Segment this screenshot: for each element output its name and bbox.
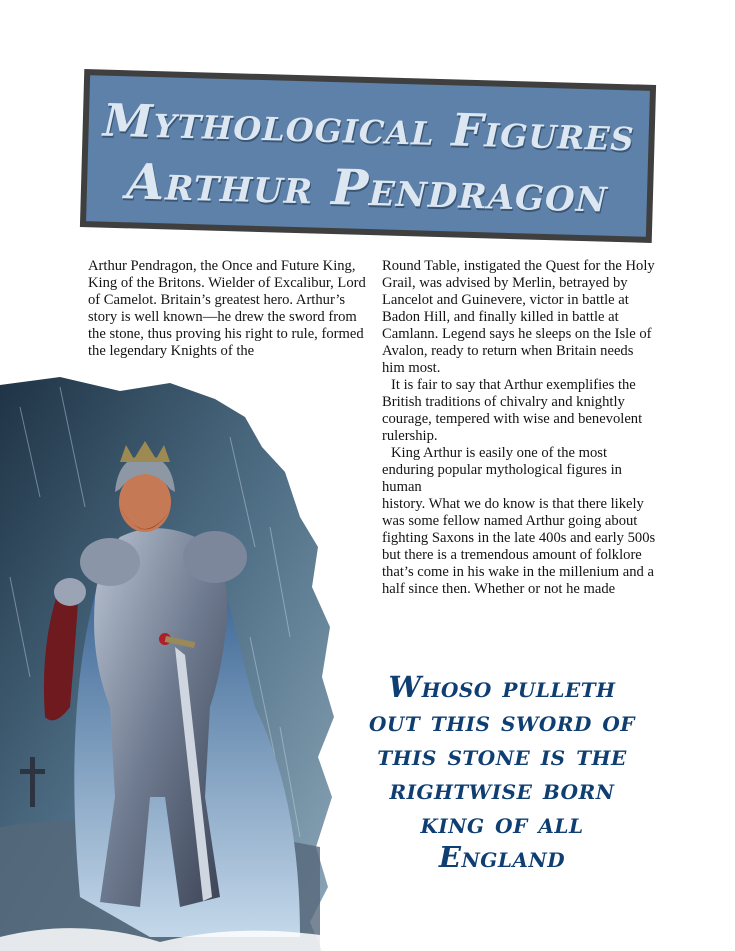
- pull-quote-line: England: [438, 840, 566, 874]
- knight-illustration: [0, 377, 335, 951]
- pull-quote-line: king of all: [420, 806, 584, 840]
- pull-quote-line: Whoso pulleth: [388, 670, 616, 704]
- title-banner-panel: [86, 75, 650, 237]
- body-paragraph: Arthur Pendragon, the Once and Future King, King of the Britons. Wielder of Excalibur, Lord of Camelot. Britain’s greatest hero. Arthur’s story is well known—he drew the sword from the stone, thus proving his right to rule, formed the legendary Knights of the: [88, 258, 366, 359]
- body-paragraph: It is fair to say that Arthur exemplifies the British traditions of chivalry and knightly courage, tempered with wise and benevolent rulership.: [382, 377, 643, 444]
- pull-quote-line: this stone is the: [377, 738, 627, 772]
- pull-quote: [352, 670, 652, 874]
- section-title: Mythological Figures: [102, 93, 636, 162]
- page-title: Arthur Pendragon: [125, 152, 609, 224]
- title-banner: [80, 69, 656, 243]
- body-paragraph: Round Table, instigated the Quest for the Holy Grail, was advised by Merlin, betrayed by Lancelot and Guinevere, victor in battle at Badon Hill, and finally killed in battle at Camlann. Legend says he sleeps on the Isle of Avalon, ready to return when Britain needs him most.: [382, 258, 655, 376]
- body-column-right: [382, 258, 657, 598]
- body-paragraph: King Arthur is easily one of the most enduring popular mythological figures in human: [382, 445, 622, 495]
- pull-quote-line: out this sword of: [368, 704, 636, 738]
- body-column-left: [88, 258, 370, 360]
- pull-quote-line: rightwise born: [389, 772, 615, 806]
- body-paragraph: history. What we do know is that there likely was some fellow named Arthur going about fighting Saxons in the late 400s and early 500s but there is a tremendous amount of folklore that’s come in his wake in the millenium and a half since then. Whether or not he made: [382, 496, 656, 597]
